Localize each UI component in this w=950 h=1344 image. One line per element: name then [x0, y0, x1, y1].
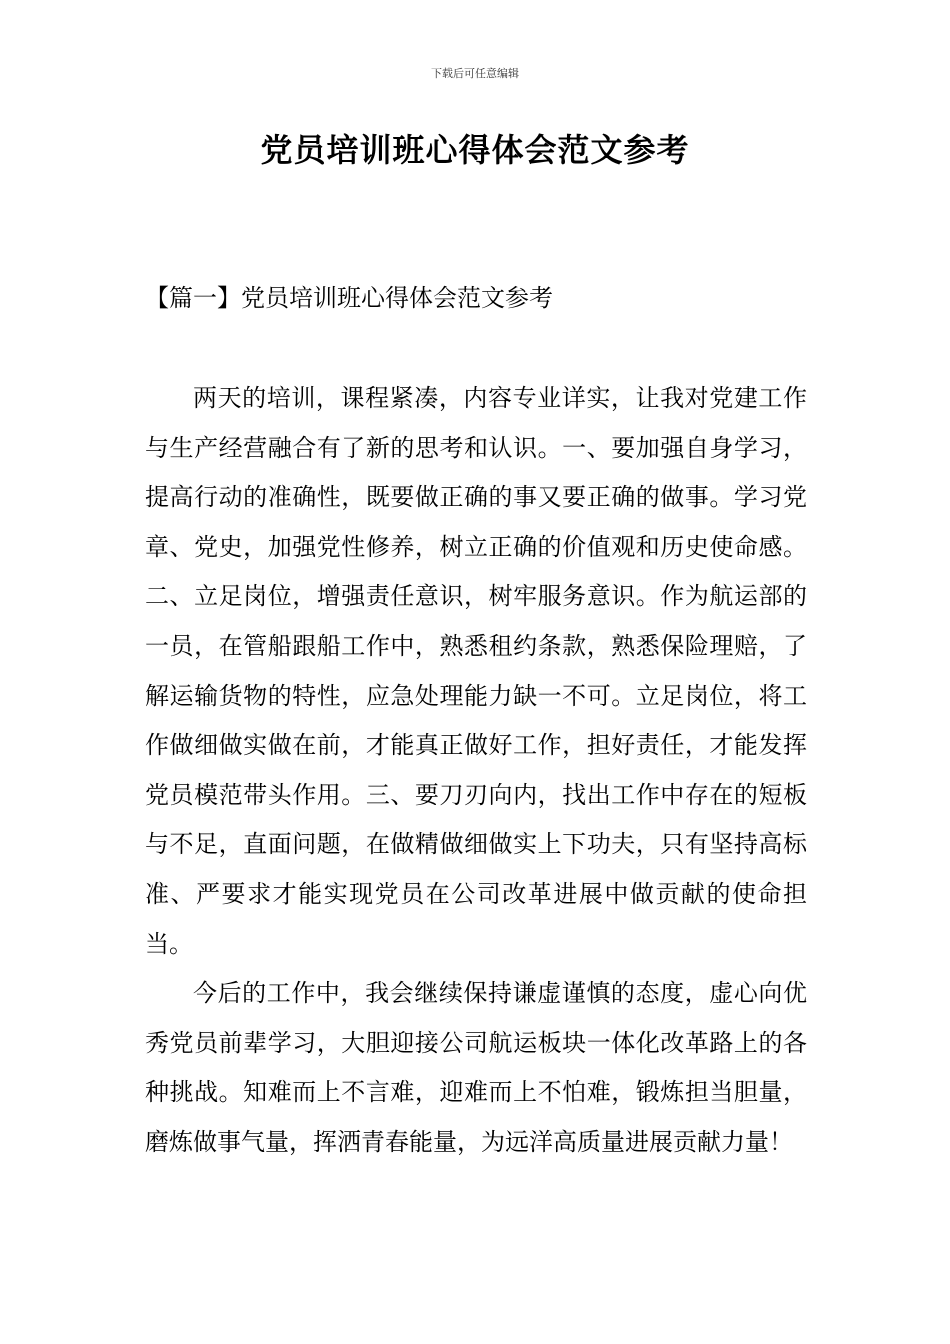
paragraph-2: 今后的工作中，我会继续保持谦虚谨慎的态度，虚心向优秀党员前辈学习，大胆迎接公司航运板块一体化改革路上的各种挑战。知难而上不言难，迎难而上不怕难，锻炼担当胆量，磨炼做事气量，挥洒青春能量，为远洋高质量进展贡献力量！ [145, 979, 807, 1156]
header-note: 下载后可任意编辑 [431, 67, 519, 80]
body-text [145, 374, 807, 1168]
section-heading: 【篇一】党员培训班心得体会范文参考 [145, 284, 553, 312]
page-title: 党员培训班心得体会范文参考 [260, 131, 690, 169]
paragraph-1: 两天的培训，课程紧凑，内容专业详实，让我对党建工作与生产经营融合有了新的思考和认识。一、要加强自身学习，提高行动的准确性，既要做正确的事又要正确的做事。学习党章、党史，加强党性修养，树立正确的价值观和历史使命感。二、立足岗位，增强责任意识，树牢服务意识。作为航运部的一员，在管船跟船工作中，熟悉租约条款，熟悉保险理赔，了解运输货物的特性，应急处理能力缺一不可。立足岗位，将工作做细做实做在前，才能真正做好工作，担好责任，才能发挥党员模范带头作用。三、要刀刃向内，找出工作中存在的短板与不足，直面问题，在做精做细做实上下功夫，只有坚持高标准、严要求才能实现党员在公司改革进展中做贡献的使命担当。 [145, 384, 807, 958]
